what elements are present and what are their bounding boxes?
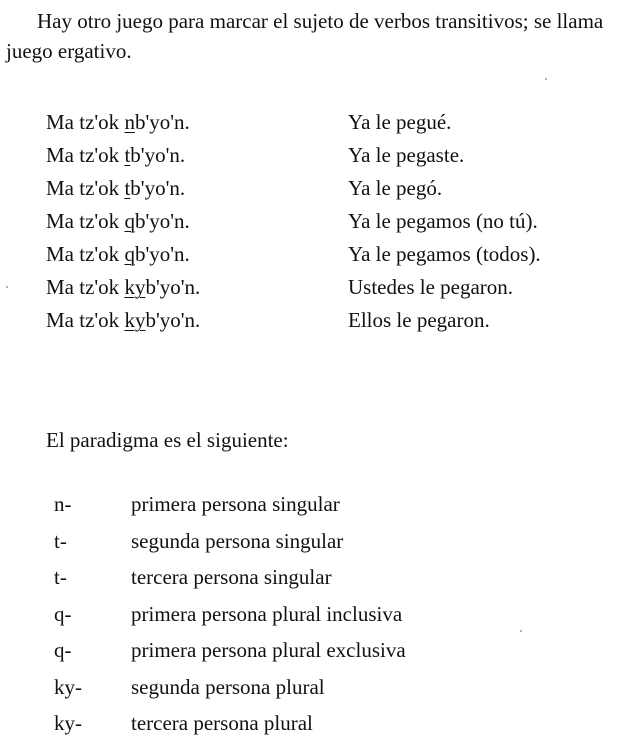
example-verb: Ma tz'ok tb'yo'n.: [46, 143, 186, 167]
person-marker: ky: [124, 275, 146, 299]
paradigm-prefix: q-: [54, 638, 72, 662]
person-marker: n: [124, 110, 135, 134]
example-row: [46, 143, 621, 176]
example-translation: Ellos le pegaron.: [348, 308, 490, 332]
paradigm-row: [54, 529, 614, 566]
person-marker: t: [124, 143, 131, 167]
example-verb: Ma tz'ok qb'yo'n.: [46, 242, 190, 266]
example-verb: Ma tz'ok kyb'yo'n.: [46, 275, 201, 299]
paradigm-description: primera persona singular: [131, 492, 340, 516]
paradigm-description: tercera persona singular: [131, 565, 332, 589]
paradigm-prefix: t-: [54, 565, 67, 589]
paradigm-row: [54, 602, 614, 639]
example-row: [46, 176, 621, 209]
paradigm-row: [54, 565, 614, 602]
paradigm-prefix: ky-: [54, 674, 82, 699]
paradigm-list: [54, 492, 614, 748]
example-translation: Ustedes le pegaron.: [348, 275, 514, 299]
example-verb: Ma tz'ok tb'yo'n.: [46, 176, 186, 200]
person-marker: ky: [124, 308, 146, 332]
intro-paragraph: Hay otro juego para marcar el sujeto de verbos transitivos; se llama juego ergativo.: [6, 9, 604, 63]
scan-speck: [545, 78, 547, 80]
paradigm-row: [54, 492, 614, 529]
paradigm-heading: El paradigma es el siguiente:: [46, 428, 289, 452]
person-marker: t: [124, 176, 131, 200]
paradigm-prefix: ky-: [54, 711, 82, 735]
example-verb: Ma tz'ok kyb'yo'n.: [46, 308, 201, 332]
example-row: [46, 275, 621, 308]
example-row: [46, 242, 621, 275]
example-row: [46, 308, 621, 341]
paradigm-description: tercera persona plural: [131, 711, 313, 735]
paradigm-row: [54, 675, 614, 712]
paradigm-row: [54, 711, 614, 748]
example-list: [46, 110, 621, 341]
person-marker: q: [124, 242, 135, 266]
example-verb: Ma tz'ok qb'yo'n.: [46, 209, 190, 233]
example-translation: Ya le pegamos (no tú).: [348, 209, 538, 233]
person-marker: q: [124, 209, 135, 233]
example-translation: Ya le pegó.: [348, 176, 443, 200]
scan-speck: [520, 630, 522, 632]
example-translation: Ya le pegamos (todos).: [348, 242, 541, 266]
paradigm-prefix: t-: [54, 528, 67, 553]
paradigm-prefix: n-: [54, 492, 72, 516]
paradigm-description: segunda persona plural: [131, 674, 325, 699]
example-row: [46, 110, 621, 143]
paradigm-prefix: q-: [54, 601, 72, 626]
example-translation: Ya le pegaste.: [348, 143, 465, 167]
paradigm-row: [54, 638, 614, 675]
paradigm-description: segunda persona singular: [131, 528, 344, 553]
paradigm-description: primera persona plural inclusiva: [131, 601, 403, 626]
paradigm-description: primera persona plural exclusiva: [131, 638, 406, 662]
example-row: [46, 209, 621, 242]
scan-speck: [6, 286, 8, 288]
example-translation: Ya le pegué.: [348, 110, 452, 134]
example-verb: Ma tz'ok nb'yo'n.: [46, 110, 190, 134]
